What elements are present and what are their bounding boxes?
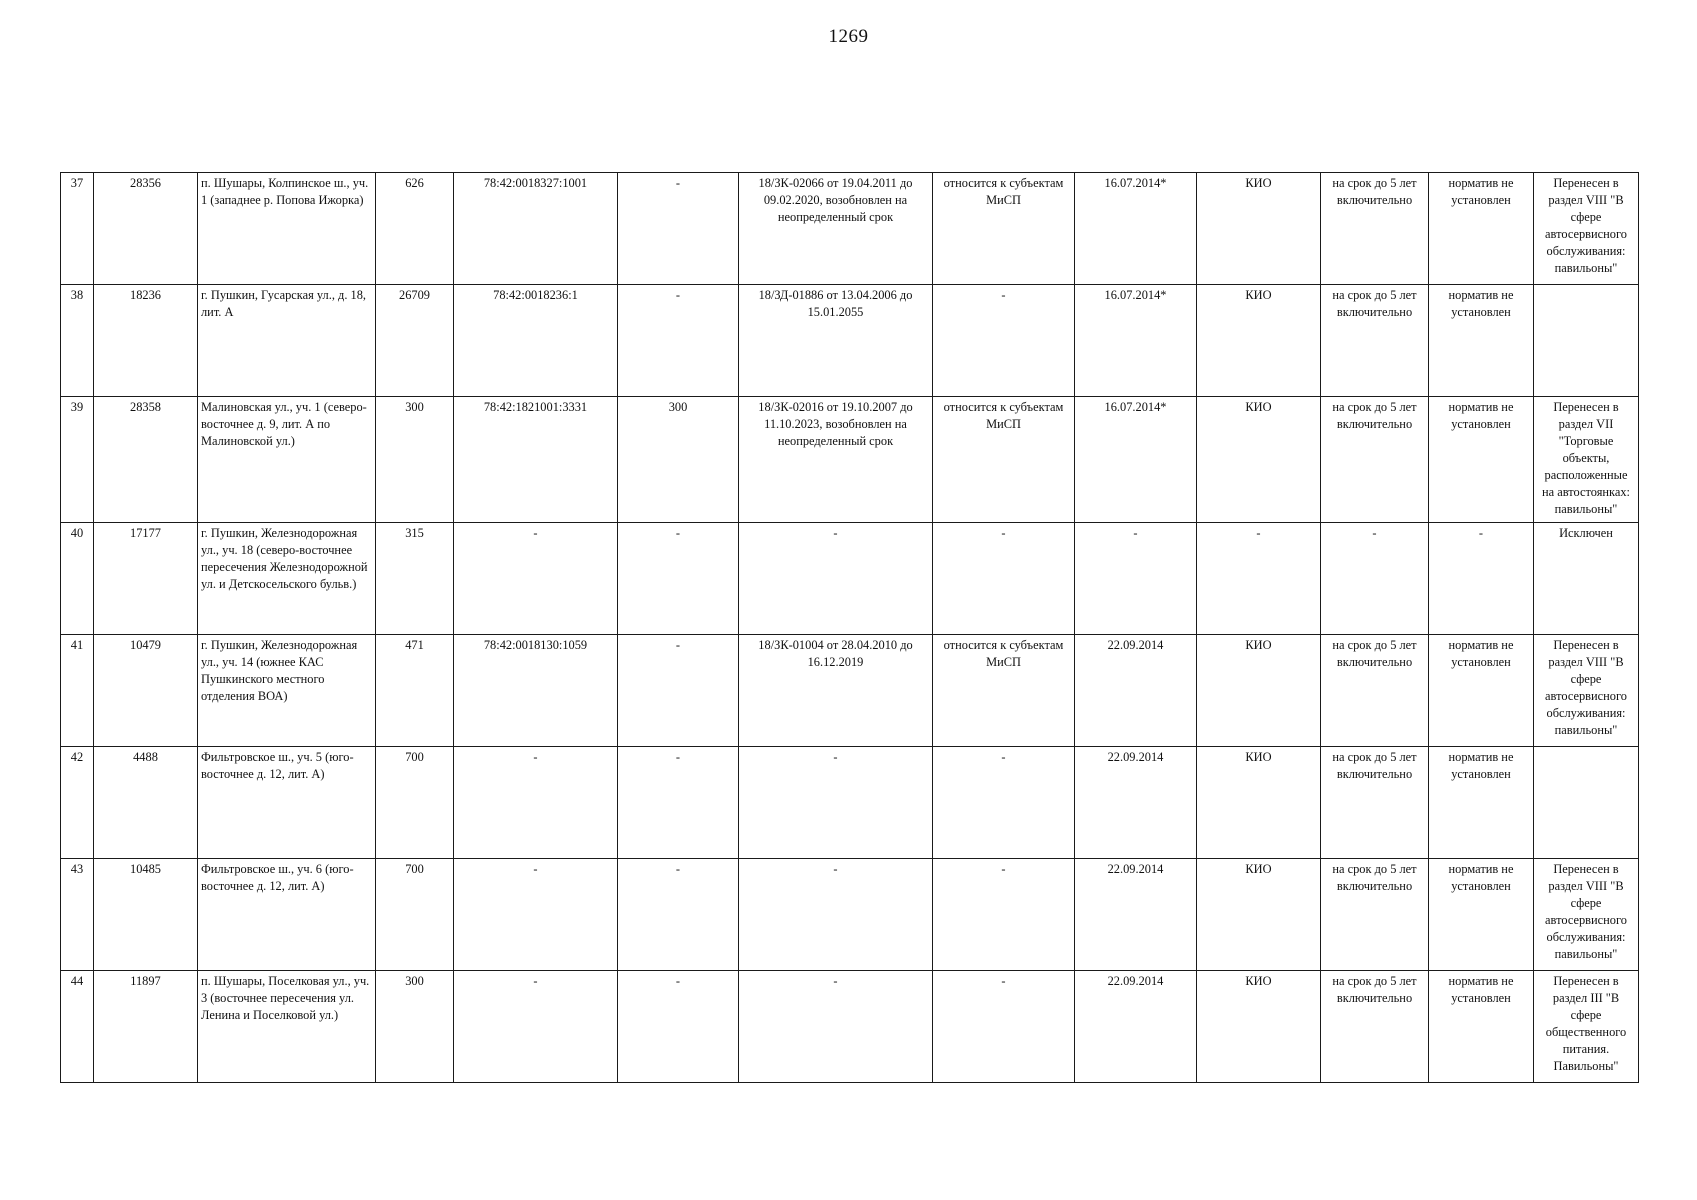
cell-id: 18236 (94, 285, 198, 397)
cell-term: на срок до 5 лет включительно (1321, 285, 1429, 397)
cell-number: 37 (61, 173, 94, 285)
cell-cadastral: - (454, 747, 618, 859)
cell-address: п. Шушары, Поселковая ул., уч. 3 (восточнее пересечения ул. Ленина и Поселковой ул.) (198, 971, 376, 1083)
cell-area: 315 (376, 523, 454, 635)
table-row (61, 285, 1639, 397)
cell-date: 22.09.2014 (1075, 859, 1197, 971)
cell-cadastral: - (454, 971, 618, 1083)
cell-note: Перенесен в раздел VIII "В сфере автосервисного обслуживания: павильоны" (1534, 859, 1639, 971)
cell-org: КИО (1197, 285, 1321, 397)
cell-lease: 18/ЗК-02016 от 19.10.2007 до 11.10.2023, возобновлен на неопределенный срок (739, 397, 933, 523)
cell-term: - (1321, 523, 1429, 635)
cell-area: 700 (376, 747, 454, 859)
cell-smb: относится к субъектам МиСП (933, 635, 1075, 747)
cell-address: Фильтровское ш., уч. 6 (юго-восточнее д. 12, лит. А) (198, 859, 376, 971)
table-row (61, 397, 1639, 523)
cell-lease: - (739, 859, 933, 971)
cell-norm: норматив не установлен (1429, 397, 1534, 523)
cell-id: 4488 (94, 747, 198, 859)
cell-note: Перенесен в раздел VII "Торговые объекты, расположенные на автостоянках: павильоны" (1534, 397, 1639, 523)
cell-org: КИО (1197, 971, 1321, 1083)
cell-date: 16.07.2014* (1075, 397, 1197, 523)
cell-area: 471 (376, 635, 454, 747)
cell-cadastral: 78:42:0018236:1 (454, 285, 618, 397)
cell-area: 300 (376, 971, 454, 1083)
cell-area2: - (618, 747, 739, 859)
cell-smb: - (933, 859, 1075, 971)
cell-area2: - (618, 285, 739, 397)
table-row (61, 971, 1639, 1083)
cell-cadastral: 78:42:1821001:3331 (454, 397, 618, 523)
cell-term: на срок до 5 лет включительно (1321, 747, 1429, 859)
cell-term: на срок до 5 лет включительно (1321, 635, 1429, 747)
cell-number: 41 (61, 635, 94, 747)
registry-table (60, 172, 1639, 1083)
table-row (61, 635, 1639, 747)
cell-cadastral: - (454, 859, 618, 971)
cell-norm: норматив не установлен (1429, 747, 1534, 859)
cell-number: 40 (61, 523, 94, 635)
cell-address: Фильтровское ш., уч. 5 (юго-восточнее д. 12, лит. А) (198, 747, 376, 859)
cell-date: 16.07.2014* (1075, 173, 1197, 285)
cell-number: 39 (61, 397, 94, 523)
cell-smb: - (933, 747, 1075, 859)
cell-address: г. Пушкин, Железнодорожная ул., уч. 14 (южнее КАС Пушкинского местного отделения ВОА) (198, 635, 376, 747)
cell-date: - (1075, 523, 1197, 635)
cell-address: п. Шушары, Колпинское ш., уч. 1 (западнее р. Попова Ижорка) (198, 173, 376, 285)
cell-area2: - (618, 859, 739, 971)
cell-smb: относится к субъектам МиСП (933, 173, 1075, 285)
cell-org: КИО (1197, 397, 1321, 523)
cell-number: 44 (61, 971, 94, 1083)
cell-org: КИО (1197, 635, 1321, 747)
cell-date: 22.09.2014 (1075, 747, 1197, 859)
cell-lease: 18/ЗК-01004 от 28.04.2010 до 16.12.2019 (739, 635, 933, 747)
cell-number: 42 (61, 747, 94, 859)
cell-smb: относится к субъектам МиСП (933, 397, 1075, 523)
cell-norm: норматив не установлен (1429, 285, 1534, 397)
cell-number: 38 (61, 285, 94, 397)
cell-smb: - (933, 285, 1075, 397)
cell-term: на срок до 5 лет включительно (1321, 173, 1429, 285)
cell-org: КИО (1197, 859, 1321, 971)
cell-area: 626 (376, 173, 454, 285)
cell-area2: - (618, 635, 739, 747)
cell-area2: - (618, 971, 739, 1083)
page-number: 1269 (828, 26, 869, 47)
cell-note (1534, 285, 1639, 397)
cell-id: 28356 (94, 173, 198, 285)
cell-note: Перенесен в раздел III "В сфере общественного питания. Павильоны" (1534, 971, 1639, 1083)
cell-term: на срок до 5 лет включительно (1321, 397, 1429, 523)
cell-term: на срок до 5 лет включительно (1321, 859, 1429, 971)
cell-lease: - (739, 971, 933, 1083)
cell-norm: норматив не установлен (1429, 173, 1534, 285)
table-row (61, 747, 1639, 859)
cell-note: Перенесен в раздел VIII "В сфере автосервисного обслуживания: павильоны" (1534, 173, 1639, 285)
cell-id: 17177 (94, 523, 198, 635)
cell-date: 22.09.2014 (1075, 971, 1197, 1083)
cell-date: 16.07.2014* (1075, 285, 1197, 397)
cell-org: КИО (1197, 747, 1321, 859)
cell-address: г. Пушкин, Гусарская ул., д. 18, лит. А (198, 285, 376, 397)
cell-term: на срок до 5 лет включительно (1321, 971, 1429, 1083)
table-row (61, 173, 1639, 285)
cell-norm: норматив не установлен (1429, 971, 1534, 1083)
cell-area2: 300 (618, 397, 739, 523)
cell-address: Малиновская ул., уч. 1 (северо-восточнее д. 9, лит. А по Малиновской ул.) (198, 397, 376, 523)
cell-address: г. Пушкин, Железнодорожная ул., уч. 18 (северо-восточнее пересечения Железнодорожной ул. и Детскосельского бульв.) (198, 523, 376, 635)
cell-cadastral: - (454, 523, 618, 635)
cell-note: Исключен (1534, 523, 1639, 635)
cell-lease: - (739, 523, 933, 635)
cell-id: 11897 (94, 971, 198, 1083)
cell-cadastral: 78:42:0018130:1059 (454, 635, 618, 747)
cell-area: 26709 (376, 285, 454, 397)
table-row (61, 523, 1639, 635)
cell-cadastral: 78:42:0018327:1001 (454, 173, 618, 285)
cell-norm: - (1429, 523, 1534, 635)
cell-org: - (1197, 523, 1321, 635)
cell-note: Перенесен в раздел VIII "В сфере автосервисного обслуживания: павильоны" (1534, 635, 1639, 747)
cell-norm: норматив не установлен (1429, 635, 1534, 747)
cell-id: 10479 (94, 635, 198, 747)
cell-area2: - (618, 523, 739, 635)
cell-smb: - (933, 523, 1075, 635)
cell-lease: 18/ЗК-02066 от 19.04.2011 до 09.02.2020, возобновлен на неопределенный срок (739, 173, 933, 285)
cell-lease: 18/ЗД-01886 от 13.04.2006 до 15.01.2055 (739, 285, 933, 397)
cell-lease: - (739, 747, 933, 859)
cell-area2: - (618, 173, 739, 285)
cell-number: 43 (61, 859, 94, 971)
table-row (61, 859, 1639, 971)
cell-note (1534, 747, 1639, 859)
cell-date: 22.09.2014 (1075, 635, 1197, 747)
cell-smb: - (933, 971, 1075, 1083)
cell-id: 10485 (94, 859, 198, 971)
cell-org: КИО (1197, 173, 1321, 285)
cell-area: 300 (376, 397, 454, 523)
cell-id: 28358 (94, 397, 198, 523)
cell-norm: норматив не установлен (1429, 859, 1534, 971)
cell-area: 700 (376, 859, 454, 971)
